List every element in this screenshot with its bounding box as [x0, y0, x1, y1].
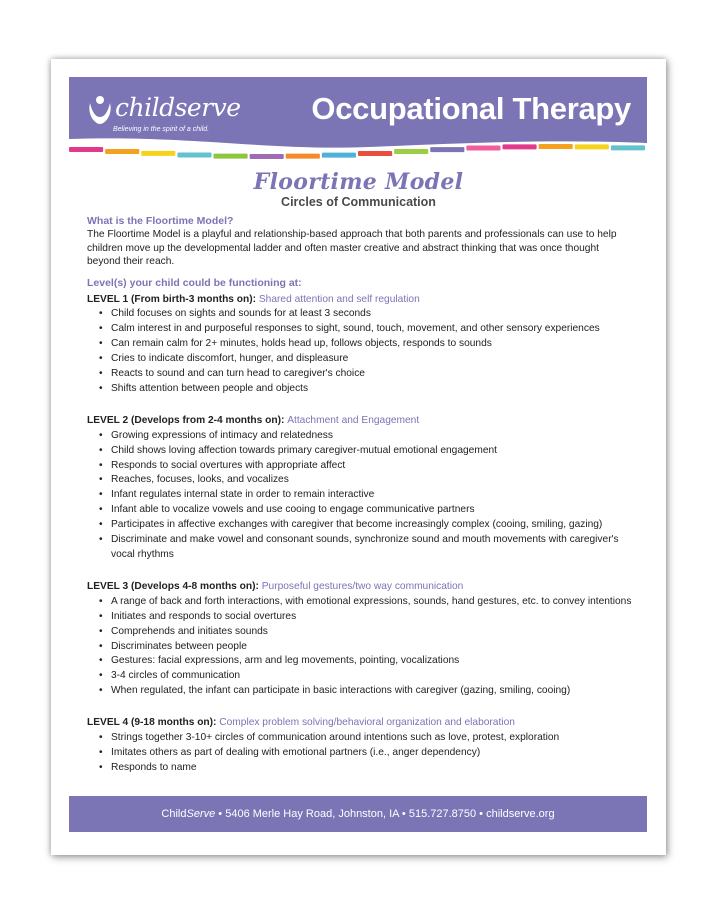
logo-wordmark: childserve: [115, 93, 241, 122]
stripe-segment: [611, 145, 645, 150]
bullet-item: vocal rhythms: [111, 549, 174, 560]
page-title: Occupational Therapy: [311, 91, 631, 126]
bullet-item: • Reacts to sound and can turn head to caregiver's choice: [87, 367, 635, 382]
level-description: Purposeful gestures/two way communication: [261, 580, 464, 592]
bullet-item: • Responds to name: [87, 761, 635, 776]
bullet-item: • Discriminates between people: [87, 640, 635, 655]
level-bullet-list: [87, 595, 635, 699]
section-heading-levels: Level(s) your child could be functioning at:: [87, 276, 302, 289]
section-heading-what: What is the Floortime Model?: [87, 215, 234, 227]
doc-subtitle: Circles of Communication: [281, 195, 436, 209]
level-description: Shared attention and self regulation: [258, 293, 420, 305]
logo-figure-icon: [85, 93, 115, 127]
document-page: [51, 59, 666, 855]
bullet-item: • Initiates and responds to social overtures: [87, 610, 635, 625]
bullet-item: • Responds to social overtures with appropriate affect: [87, 459, 635, 474]
bullet-item: • Discriminate and make vowel and consonant sounds, synchronize sound and mouth movements with caregiver's: [87, 533, 635, 548]
bullet-item: • Can remain calm for 2+ minutes, holds head up, follows objects, responds to sounds: [87, 337, 635, 352]
level-section: [87, 293, 635, 397]
footer-org-prefix: Child: [161, 808, 187, 820]
section-spacer: [87, 397, 635, 411]
level-description: Complex problem solving/behavioral organization and elaboration: [219, 717, 515, 729]
level-heading: [87, 293, 635, 308]
intro-line: The Floortime Model is a playful and relationship-based approach that both parents and professionals can use to help: [87, 229, 617, 240]
bullet-item: • Infant able to vocalize vowels and use cooing to engage communicative partners: [87, 503, 635, 518]
level-section: [87, 414, 635, 563]
stripe-segment: [286, 154, 320, 159]
bullet-item: • A range of back and forth interactions, with emotional expressions, sounds, hand gestures, etc. to convey intentions: [87, 595, 635, 610]
stripe-segment: [214, 154, 248, 159]
bullet-item: • Growing expressions of intimacy and relatedness: [87, 429, 635, 444]
stripe-segment: [141, 151, 175, 156]
intro-paragraph: [87, 228, 635, 269]
bullet-item: • Cries to indicate discomfort, hunger, and displeasure: [87, 352, 635, 367]
level-heading: [87, 580, 635, 595]
stripe-segment: [394, 149, 428, 154]
logo-tagline: Believing in the spirit of a child.: [113, 126, 210, 133]
bullet-item: • Strings together 3-10+ circles of communication around intentions such as love, protest, exploration: [87, 731, 635, 746]
bullet-item: • Infant regulates internal state in order to remain interactive: [87, 488, 635, 503]
level-bullet-list: [87, 429, 635, 563]
level-label: LEVEL 3 (Develops 4-8 months on):: [87, 580, 259, 592]
stripe-segment: [575, 144, 609, 149]
level-heading: [87, 716, 635, 731]
stripe-segment: [177, 152, 211, 157]
level-label: LEVEL 4 (9-18 months on):: [87, 717, 217, 729]
bullet-item: • Imitates others as part of dealing with emotional partners (i.e., anger dependency): [87, 746, 635, 761]
bullet-item: • Participates in affective exchanges with caregiver that become increasingly complex (cooing, smiling, gazing): [87, 518, 635, 533]
footer-org-suffix: Serve: [186, 808, 216, 820]
stripe-segment: [430, 147, 464, 152]
footer-bar: [69, 796, 647, 832]
stripe-segment: [503, 144, 537, 149]
stripe-segment: [250, 154, 284, 159]
bullet-item: • Gestures: facial expressions, arm and leg movements, pointing, vocalizations: [87, 654, 635, 669]
doc-title-block: [51, 169, 666, 209]
level-section: [87, 580, 635, 699]
bullet-item: • 3-4 circles of communication: [87, 669, 635, 684]
level-heading: [87, 414, 635, 429]
levels-list: [87, 293, 635, 776]
bullet-item: • Calm interest in and purposeful responses to sight, sound, touch, movement, and other sensory experiences: [87, 322, 635, 337]
bullet-item: • Child focuses on sights and sounds for at least 3 seconds: [87, 307, 635, 322]
level-label: LEVEL 2 (Develops from 2-4 months on):: [87, 414, 285, 426]
intro-line: children move up the developmental ladder and often master creative and abstract thinking that was once thought: [87, 242, 599, 254]
bullet-item: • Shifts attention between people and objects: [87, 382, 635, 397]
stripe-segment: [466, 146, 500, 151]
doc-title: Floortime Model: [253, 169, 464, 195]
doc-body: [87, 214, 635, 776]
level-description: Attachment and Engagement: [287, 414, 420, 426]
level-label: LEVEL 1 (From birth-3 months on):: [87, 293, 257, 305]
stripe-segment: [69, 147, 103, 152]
bullet-item: • Comprehends and initiates sounds: [87, 625, 635, 640]
level-bullet-list: [87, 731, 635, 776]
bullet-item: • When regulated, the infant can participate in basic interactions with caregiver (gazing, smiling, cooing): [87, 684, 635, 699]
stripe-segment: [358, 151, 392, 156]
section-spacer: [87, 563, 635, 577]
section-spacer: [87, 699, 635, 713]
bullet-item: • Child shows loving affection towards primary caregiver-mutual emotional engagement: [87, 444, 635, 459]
level-bullet-list: [87, 307, 635, 396]
level-section: [87, 716, 635, 776]
bullet-item: • Reaches, focuses, looks, and vocalizes: [87, 473, 635, 488]
color-stripe-decoration: [69, 137, 647, 167]
stripe-segment: [105, 149, 139, 154]
intro-line: beyond their reach.: [87, 256, 175, 267]
stripe-segment: [322, 153, 356, 158]
footer-contact: • 5406 Merle Hay Road, Johnston, IA • 515.727.8750 • childserve.org: [215, 808, 555, 820]
stripe-segment: [539, 144, 573, 149]
childserve-logo: [85, 89, 245, 139]
